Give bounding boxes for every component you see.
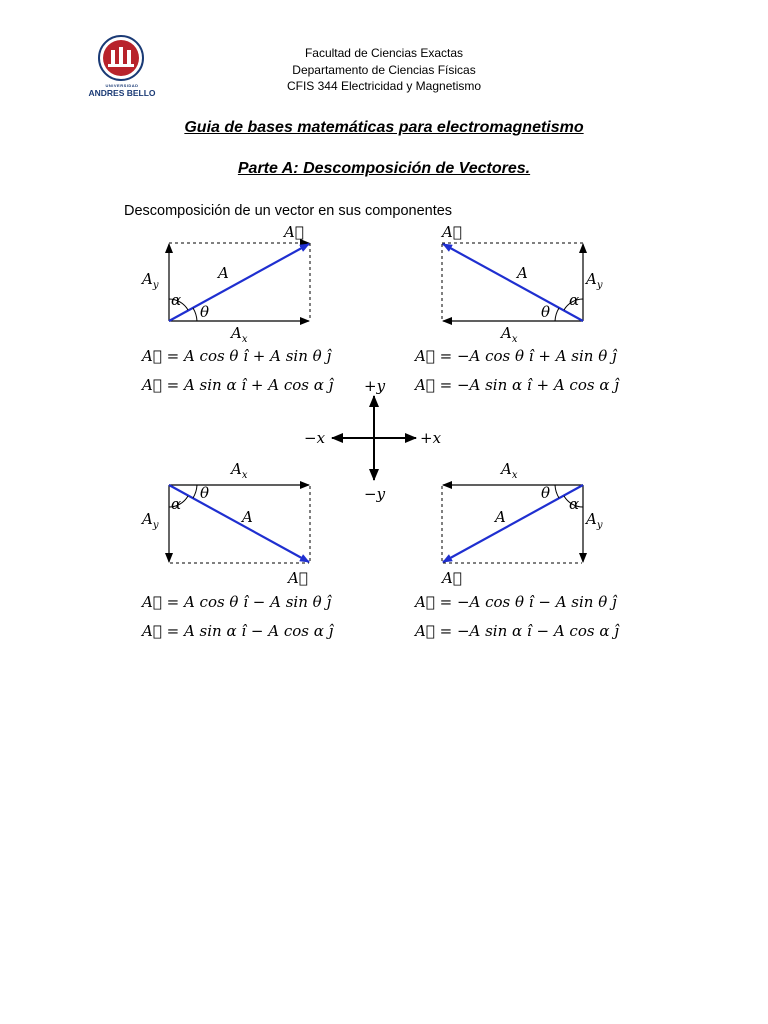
plus-x-label: +x: [420, 429, 442, 447]
equation-cos: A⃗ = A cos θ î − A sin θ ĵ: [142, 593, 332, 611]
vector-label: A⃗: [284, 223, 304, 241]
logo-name: ANDRES BELLO: [88, 88, 156, 98]
vector-a: [169, 244, 309, 321]
equation-cos: A⃗ = A cos θ î + A sin θ ĵ: [142, 347, 332, 365]
ax-label: $A_x$: [501, 324, 518, 345]
vector-label: A⃗: [442, 223, 462, 241]
theta-label: θ: [200, 484, 210, 502]
equation-cos: A⃗ = −A cos θ î − A sin θ ĵ: [415, 593, 617, 611]
theta-arc: [193, 485, 197, 498]
header-department: Departamento de Ciencias Físicas: [292, 62, 476, 77]
section-title: Parte A: Descomposición de Vectores.: [237, 160, 531, 177]
document-title: Guia de bases matemáticas para electromagnetismo: [184, 119, 584, 136]
alpha-label: α: [569, 495, 580, 513]
equation-sin: A⃗ = A sin α î − A cos α ĵ: [142, 622, 334, 640]
magnitude-label: A: [517, 264, 528, 282]
vector-label: A⃗: [442, 569, 462, 587]
vector-a: [443, 244, 583, 321]
ay-label: $A_y$: [586, 510, 603, 531]
minus-y-label: −y: [364, 485, 386, 503]
ay-label: $A_y$: [142, 270, 159, 291]
ax-label: $A_x$: [231, 324, 248, 345]
logo-small-text: UNIVERSIDAD: [105, 83, 139, 88]
magnitude-label: A: [495, 508, 506, 526]
ax-label: $A_x$: [231, 460, 248, 481]
vector-a: [169, 485, 309, 562]
figure-caption: Descomposición de un vector en sus componentes: [124, 203, 453, 219]
axes-cross: [304, 377, 442, 503]
header-course: CFIS 344 Electricidad y Magnetismo: [286, 79, 482, 93]
ax-label: $A_x$: [501, 460, 518, 481]
alpha-label: α: [569, 291, 580, 309]
ay-label: $A_y$: [586, 270, 603, 291]
equation-sin: A⃗ = −A sin α î + A cos α ĵ: [415, 376, 619, 394]
quadrant-4: [413, 460, 620, 640]
theta-arc: [555, 485, 559, 498]
quadrant-3: [140, 460, 335, 640]
plus-y-label: +y: [364, 377, 386, 395]
theta-arc: [193, 308, 197, 321]
alpha-label: α: [171, 495, 182, 513]
theta-label: θ: [541, 484, 551, 502]
vector-decomposition-figure: [120, 196, 640, 656]
vector-label: A⃗: [288, 569, 308, 587]
alpha-label: α: [171, 291, 182, 309]
theta-label: θ: [200, 303, 210, 321]
ay-label: $A_y$: [142, 510, 159, 531]
equation-sin: A⃗ = A sin α î + A cos α ĵ: [142, 376, 334, 394]
magnitude-label: A: [242, 508, 253, 526]
quadrant-1: [140, 223, 335, 394]
vector-a: [443, 485, 583, 562]
minus-x-label: −x: [304, 429, 326, 447]
header-faculty: Facultad de Ciencias Exactas: [304, 46, 464, 60]
magnitude-label: A: [218, 264, 229, 282]
theta-label: θ: [541, 303, 551, 321]
equation-cos: A⃗ = −A cos θ î + A sin θ ĵ: [415, 347, 617, 365]
document-header: [0, 45, 768, 95]
quadrant-2: [413, 223, 620, 394]
theta-arc: [555, 308, 559, 321]
equation-sin: A⃗ = −A sin α î − A cos α ĵ: [415, 622, 619, 640]
